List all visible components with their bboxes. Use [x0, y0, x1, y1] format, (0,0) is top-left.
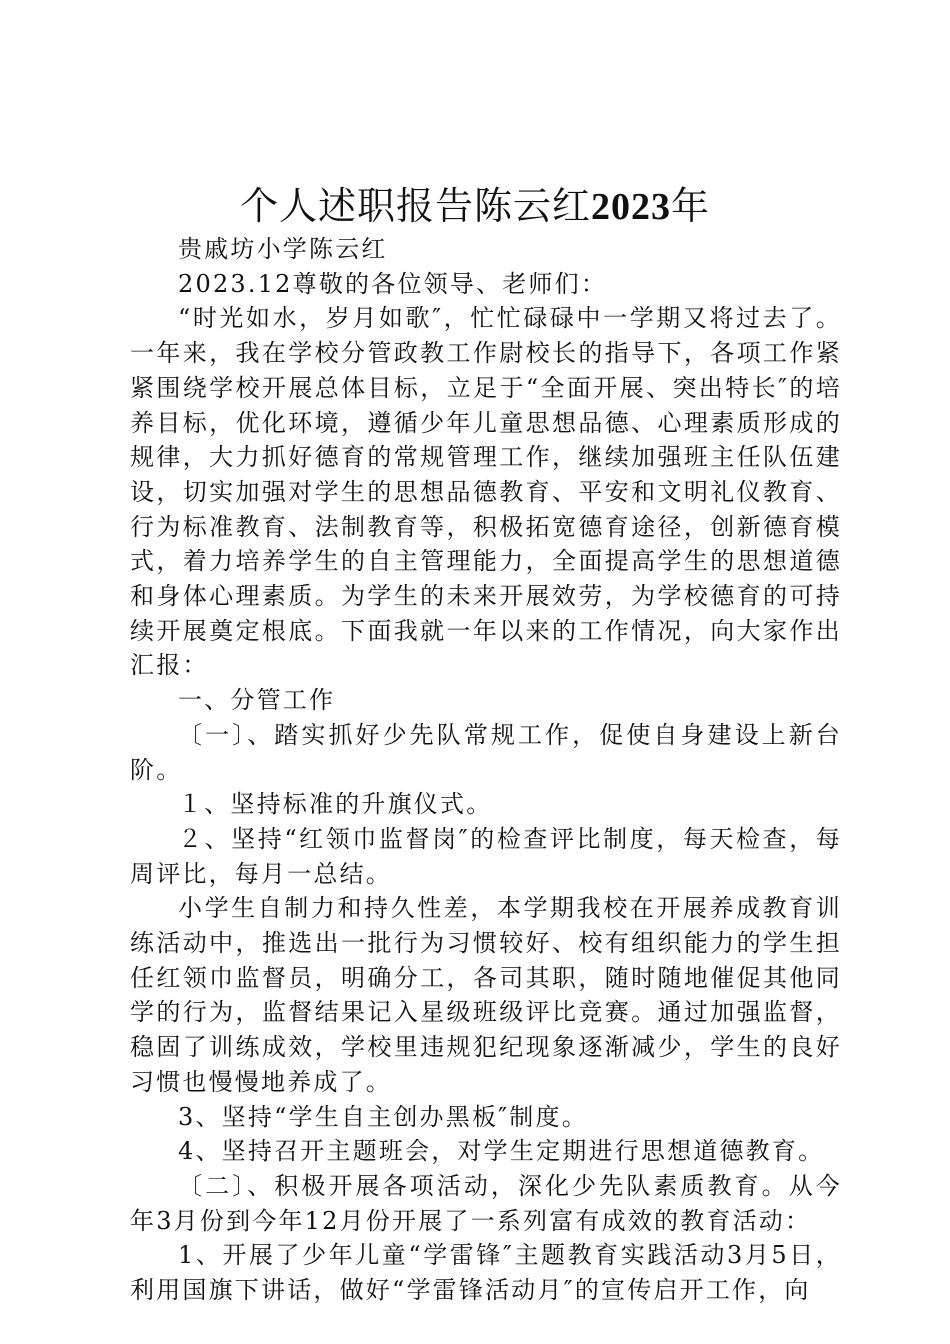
list-item: 4、坚持召开主题班会，对学生定期进行思想道德教育。 — [178, 1137, 825, 1166]
author-line: 贵戚坊小学陈云红 — [178, 235, 388, 263]
body-paragraph: 小学生自制力和持久性差，本学期我校在开展养成教育训练活动中，推选出一批行为习惯较好、校有组织能力的学生担任红领巾监督员，明确分工，各司其职，随时随地催促其他同学的行为，监督结果记入星级班级评比竞赛。通过加强监督，稳固了训练成效，学校里违规犯纪现象逐渐减少，学生的良好习惯也慢慢地养成了。 — [130, 894, 842, 1096]
title-year: 2023 — [591, 186, 671, 228]
date-salutation: 2023.12尊敬的各位领导、老师们： — [178, 269, 608, 298]
document-body — [130, 232, 842, 1308]
list-item: 3、坚持“学生自主创办黑板″制度。 — [178, 1102, 588, 1131]
subsection-heading: 〔二〕、积极开展各项活动，深化少先队素质教育。从今年3月份到今年12月份开展了一系列富有成效的教育活动： — [130, 1171, 842, 1235]
list-item: １、坚持标准的升旗仪式。 — [178, 790, 493, 819]
list-item: ２、坚持“红领巾监督岗″的检查评比制度，每天检查，每周评比，每月一总结。 — [130, 824, 842, 888]
document-title — [0, 180, 950, 233]
subsection-heading: 〔一〕、踏实抓好少先队常规工作，促使自身建设上新台阶。 — [130, 720, 842, 784]
section-heading: 一、分管工作 — [178, 686, 336, 715]
intro-paragraph: “时光如水，岁月如歌″，忙忙碌碌中一学期又将过去了。一年来，我在学校分管政教工作尉校长的指导下，各项工作紧紧围绕学校开展总体目标，立足于“全面开展、突出特长″的培养目标，优化环境，遵循少年儿童思想品德、心理素质形成的规律，大力抓好德育的常规管理工作，继续加强班主任队伍建设，切实加强对学生的思想品德教育、平安和文明礼仪教育、行为标准教育、法制教育等，积极拓宽德育途径，创新德育模式，着力培养学生的自主管理能力，全面提高学生的思想道德和身体心理素质。为学生的未来开展效劳，为学校德育的可持续开展奠定根底。下面我就一年以来的工作情况，向大家作出汇报： — [130, 304, 842, 680]
title-text: 个人述职报告陈云红 — [239, 184, 591, 228]
list-item: 1、开展了少年儿童“学雷锋″主题教育实践活动3月5日，利用国旗下讲话，做好“学雷锋活动月″的宣传启开工作，向 — [130, 1241, 842, 1305]
title-suffix: 年 — [671, 184, 711, 228]
